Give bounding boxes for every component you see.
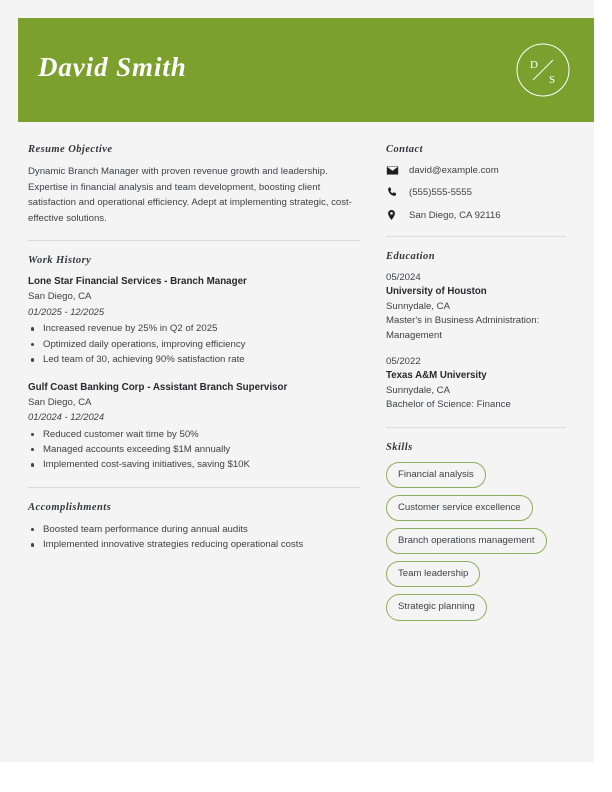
skill-pill[interactable]: Team leadership [386,561,480,587]
education-date: 05/2022 [386,356,421,368]
job-title-line: Lone Star Financial Services - Branch Manager [28,276,247,288]
education-date: 05/2024 [386,272,421,283]
job-location: San Diego, CA [28,396,92,408]
envelope-icon [386,164,403,177]
svg-text:S: S [548,74,556,86]
resume-header [18,18,594,122]
job-dates: 01/2025 - 12/2025 [28,305,105,317]
job-bullet: Implemented cost-saving initiatives, saving $10K [28,457,360,472]
education-entry [386,355,566,413]
contact-value: San Diego, CA 92116 [409,209,501,221]
education-school: Texas A&M University [386,370,487,382]
contact-row [386,186,566,199]
job-location: San Diego, CA [28,291,92,303]
skill-pill[interactable]: Branch operations management [386,528,547,554]
section-title-work-history: Work History [28,255,92,267]
divider-work-history [28,487,360,488]
job-bullet: Managed accounts exceeding $1M annually [28,442,360,457]
education-degree: Bachelor of Science: Finance [386,399,511,411]
job-bullet: Increased revenue by 25% in Q2 of 2025 [28,321,360,336]
contact-row [386,208,566,222]
section-title-education: Education [386,251,435,262]
map-pin-icon [386,208,403,222]
phone-icon [386,186,403,199]
job-bullet-list [28,427,360,473]
work-history-entry [28,381,360,473]
divider-education [386,427,566,428]
skills-list [386,462,566,628]
job-bullet: Led team of 30, achieving 90% satisfaction rate [28,352,360,367]
contact-list [386,164,566,222]
right-column [386,144,566,628]
work-history-list [28,275,360,472]
section-title-objective: Resume Objective [28,144,113,155]
job-bullet: Optimized daily operations, improving efficiency [28,337,360,352]
work-history-entry [28,275,360,367]
resume-body [0,122,594,762]
page-title: David Smith [38,52,187,82]
skill-pill[interactable]: Customer service excellence [386,495,533,521]
contact-value: (555)555-5555 [409,187,472,198]
objective-text: Dynamic Branch Manager with proven revenue growth and leadership. Expertise in financial analysis and team development, boosting client satisfaction and operational efficiency. Adept at implementing strategic, cost-effective solutions. [28,166,352,224]
education-list [386,271,566,413]
divider-objective [28,240,360,241]
education-entry [386,271,566,343]
section-accomplishments [28,502,360,553]
job-dates: 01/2024 - 12/2024 [28,411,105,423]
section-title-contact: Contact [386,144,423,155]
section-work-history [28,255,360,472]
job-bullet: Reduced customer wait time by 50% [28,427,360,442]
left-column [28,144,360,553]
svg-text:D: D [530,59,538,71]
monogram-badge [516,43,570,97]
section-skills [386,442,566,628]
section-title-accomplishments: Accomplishments [28,501,112,513]
contact-row [386,164,566,177]
job-title-line: Gulf Coast Banking Corp - Assistant Branch Supervisor [28,381,288,393]
section-resume-objective [28,144,360,226]
education-school: University of Houston [386,286,487,298]
job-bullet-list [28,321,360,367]
education-location: Sunnydale, CA [386,384,450,396]
contact-value: david@example.com [409,165,499,176]
section-education [386,251,566,413]
education-degree: Master's in Business Administration: Management [386,315,540,341]
education-location: Sunnydale, CA [386,300,450,312]
accomplishment-bullet: Implemented innovative strategies reducing operational costs [28,537,360,552]
skill-pill[interactable]: Strategic planning [386,594,487,620]
section-title-skills: Skills [386,441,413,453]
divider-contact [386,236,566,237]
skill-pill[interactable]: Financial analysis [386,462,486,488]
accomplishments-list [28,522,360,553]
section-contact [386,144,566,222]
accomplishment-bullet: Boosted team performance during annual audits [28,522,360,537]
